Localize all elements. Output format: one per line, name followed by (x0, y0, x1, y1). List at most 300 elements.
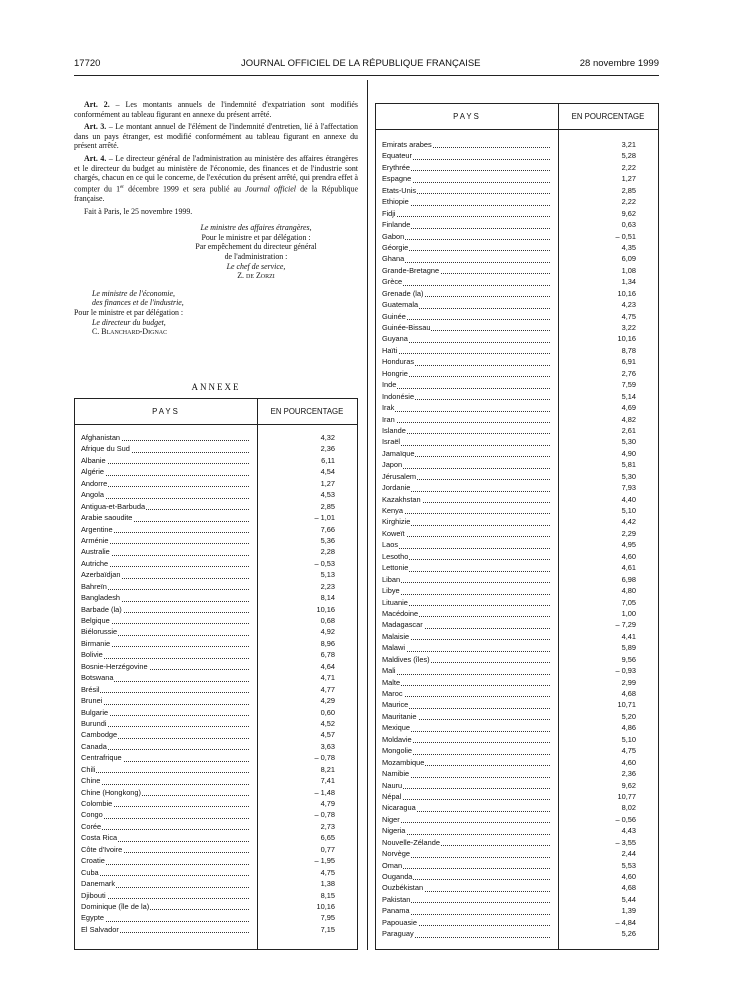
percent-value: 1,08 (621, 265, 636, 275)
percent-value: 5,26 (621, 929, 636, 939)
percent-value: 7,93 (621, 483, 636, 493)
table-row (75, 558, 357, 569)
percent-value: 4,60 (621, 551, 636, 561)
leader-dots (382, 433, 550, 434)
percent-value: 0,77 (320, 844, 335, 854)
page-number: 17720 (74, 58, 101, 69)
country-name: Malawi (382, 643, 405, 653)
percent-value: 2,73 (320, 821, 335, 831)
country-name: Burundi (81, 718, 107, 728)
country-name: Guatemala (382, 300, 419, 310)
table-row (376, 597, 658, 608)
table-row (75, 775, 357, 786)
percent-value: – 0,93 (615, 666, 636, 676)
table-row (75, 581, 357, 592)
percent-value: 4,75 (320, 867, 335, 877)
country-name: Mongolie (382, 746, 412, 756)
percent-value: 5,30 (621, 471, 636, 481)
leader-dots (382, 696, 550, 697)
table-row (376, 402, 658, 413)
country-name: Moldavie (382, 734, 412, 744)
country-name: Grèce (382, 277, 403, 287)
table-row (376, 791, 658, 802)
percent-value: 1,00 (621, 608, 636, 618)
percent-value: 4,32 (320, 433, 335, 442)
percent-value: 4,40 (621, 494, 636, 504)
table-row (75, 844, 357, 855)
country-name: Pakistan (382, 894, 411, 904)
table-row (75, 478, 357, 489)
table-row (376, 745, 658, 756)
country-name: Côte d'Ivoire (81, 844, 123, 854)
percent-value: 4,79 (320, 799, 335, 808)
country-name: Nauru (382, 780, 403, 790)
percent-value: 5,28 (621, 151, 636, 161)
percent-value: 5,10 (621, 506, 636, 515)
percent-value: 4,82 (621, 414, 636, 424)
percent-value: 7,95 (320, 913, 335, 923)
leader-dots (81, 658, 249, 659)
country-name: Bolivie (81, 650, 103, 660)
table-row (376, 139, 658, 150)
percent-value: 6,91 (621, 357, 636, 367)
country-name: Arménie (81, 535, 109, 545)
leader-dots (382, 651, 550, 652)
table-row (75, 707, 357, 718)
table-row (376, 253, 658, 264)
issue-date: 28 novembre 1999 (579, 58, 659, 69)
percent-value: 9,62 (621, 780, 636, 790)
table-row (376, 688, 658, 699)
percent-value: 10,16 (316, 604, 335, 614)
table-row (75, 718, 357, 729)
country-name: Chili (81, 764, 96, 774)
percent-value: 4,52 (320, 718, 335, 728)
country-name: Israël (382, 437, 401, 447)
table-row (75, 626, 357, 637)
table-row (75, 912, 357, 923)
percent-value: – 7,29 (615, 620, 636, 630)
percent-value: 10,77 (617, 791, 636, 801)
percent-value: 5,36 (320, 535, 335, 545)
percent-value: 2,23 (320, 581, 335, 591)
table-row (376, 711, 658, 722)
leader-dots (81, 692, 249, 693)
table-row (75, 501, 357, 512)
percent-value: 1,39 (621, 906, 636, 916)
country-name: Haïti (382, 345, 398, 355)
percent-value: 2,99 (621, 677, 636, 687)
country-name: Népal (382, 791, 402, 801)
country-name: Irak (382, 403, 395, 413)
journal-title: JOURNAL OFFICIEL DE LA RÉPUBLIQUE FRANÇAISE (241, 58, 481, 69)
country-name: Brunei (81, 696, 103, 706)
table-row (376, 414, 658, 425)
percent-value: 2,85 (320, 501, 335, 511)
leader-dots (382, 548, 550, 549)
table-row (75, 924, 357, 935)
table-row (376, 231, 658, 242)
table-row (75, 867, 357, 878)
table-row (75, 798, 357, 809)
leader-dots (382, 788, 550, 789)
leader-dots (81, 864, 249, 865)
percent-value: 2,36 (621, 769, 636, 779)
percent-value: 4,95 (621, 540, 636, 550)
annexe-table-left (74, 398, 358, 950)
percent-value: 5,30 (621, 437, 636, 447)
table-row (376, 654, 658, 665)
table-row (376, 276, 658, 287)
table-row (75, 809, 357, 820)
percent-value: – 0,56 (615, 814, 636, 824)
table-row (376, 574, 658, 585)
table-row (75, 787, 357, 798)
percent-value: 1,27 (320, 478, 335, 488)
table-row (376, 802, 658, 813)
country-name: Brésil (81, 684, 100, 694)
page-header (74, 58, 659, 70)
signature-block-1: Le ministre des affaires étrangères, Pour le ministre et par délégation : Par empêchement du directeur général de l'administration : Le chef de service, Z. de Zorzi (74, 223, 358, 281)
table-row (376, 528, 658, 539)
percent-value: 10,16 (617, 334, 636, 344)
percent-value: – 0,78 (314, 810, 335, 820)
table-row (376, 185, 658, 196)
annexe-table-right (375, 103, 659, 950)
table-row (376, 459, 658, 470)
percent-value: 4,61 (621, 563, 636, 573)
header-rule (74, 75, 659, 76)
percent-value: 4,69 (621, 403, 636, 413)
country-name: Mozambique (382, 757, 425, 767)
annexe-title: ANNEXE (191, 382, 241, 392)
table-row (376, 494, 658, 505)
table-row (376, 368, 658, 379)
country-name: Lettonie (382, 563, 409, 573)
percent-value: – 0,78 (314, 753, 335, 763)
percent-value: – 4,84 (615, 917, 636, 927)
table-row (376, 677, 658, 688)
table-row (376, 516, 658, 527)
table-row (75, 512, 357, 523)
country-name: Nouvelle-Zélande (382, 837, 440, 847)
table-row (75, 615, 357, 626)
leader-dots (382, 468, 550, 469)
country-name: Emirats arabes (382, 140, 432, 149)
country-name: Finlande (382, 220, 411, 230)
country-name: Costa Rica (81, 833, 118, 843)
country-name: Ghana (382, 254, 405, 264)
table-body (75, 432, 357, 935)
country-name: Malte (382, 677, 401, 687)
percent-value: 4,71 (320, 673, 335, 683)
country-name: Bahreïn (81, 581, 107, 591)
leader-dots (382, 445, 550, 446)
percent-value: 4,57 (320, 730, 335, 740)
country-name: Bulgarie (81, 707, 109, 717)
country-name: Géorgie (382, 242, 409, 252)
percent-value: 5,81 (621, 460, 636, 470)
article-3: Art. 3. – Le montant annuel de l'élément de l'indemnité d'entretien, lié à l'affectation dans un pays étranger, est modifié conformément au tableau figurant en annexe du présent arrêté. (74, 122, 359, 151)
country-name: Papouasie (382, 917, 417, 927)
percent-value: 4,23 (621, 300, 636, 310)
country-name: Erythrée (382, 162, 410, 172)
leader-dots (81, 498, 249, 499)
table-row (376, 482, 658, 493)
table-row (75, 604, 357, 615)
table-row (376, 345, 658, 356)
table-row (376, 265, 658, 276)
percent-value: 4,54 (320, 467, 335, 477)
leader-dots (81, 818, 249, 819)
table-row (376, 505, 658, 516)
country-name: Corée (81, 821, 102, 831)
country-name: Cuba (81, 867, 99, 877)
table-row (75, 752, 357, 763)
country-name: Hongrie (382, 368, 408, 378)
percent-value: 6,09 (621, 254, 636, 264)
country-name: Congo (81, 810, 103, 820)
percent-value: 4,29 (320, 696, 335, 706)
table-row (376, 848, 658, 859)
country-name: Equateur (382, 151, 412, 161)
table-row (376, 665, 658, 676)
country-name: Antigua-et-Barbuda (81, 501, 146, 511)
percent-value: 2,28 (320, 547, 335, 557)
leader-dots (81, 704, 249, 705)
country-name: Etats-Unis (382, 185, 417, 195)
country-name: Maurice (382, 700, 409, 710)
table-row (376, 356, 658, 367)
table-row (75, 443, 357, 454)
leader-dots (81, 875, 249, 876)
percent-value: 10,16 (617, 288, 636, 298)
leader-dots (382, 536, 550, 537)
done-at: Fait à Paris, le 25 novembre 1999. (84, 206, 193, 216)
percent-value: 6,65 (320, 833, 335, 843)
column-divider (367, 80, 368, 950)
percent-value: 2,36 (320, 444, 335, 454)
country-name: Madagascar (382, 620, 423, 630)
table-row (75, 901, 357, 912)
country-name: Panama (382, 906, 410, 916)
country-name: Autriche (81, 558, 109, 568)
percent-value: 4,35 (621, 242, 636, 252)
percent-value: – 0,51 (615, 231, 636, 241)
table-row (376, 242, 658, 253)
table-row (75, 695, 357, 706)
col-header-percent: EN POURCENTAGE (558, 104, 658, 130)
leader-dots (382, 388, 550, 389)
country-name: Guyana (382, 334, 408, 344)
table-row (75, 890, 357, 901)
percent-value: 7,05 (621, 597, 636, 607)
table-row (376, 871, 658, 882)
leader-dots (382, 674, 550, 675)
percent-value: 10,16 (316, 901, 335, 911)
country-name: Maroc (382, 689, 403, 698)
leader-dots (382, 868, 550, 869)
percent-value: 4,68 (621, 883, 636, 893)
country-name: Argentine (81, 524, 113, 534)
percent-value: 4,80 (621, 586, 636, 596)
percent-value: 4,90 (621, 448, 636, 458)
table-row (376, 471, 658, 482)
leader-dots (382, 411, 550, 412)
country-name: Niger (382, 814, 400, 824)
col-header-country: PAYS (75, 399, 257, 425)
country-name: Afghanistan (81, 433, 121, 442)
percent-value: 5,13 (320, 570, 335, 580)
percent-value: 2,85 (621, 185, 636, 195)
percent-value: 4,42 (621, 517, 636, 527)
leader-dots (382, 262, 550, 263)
percent-value: – 1,48 (314, 787, 335, 797)
country-name: Libye (382, 586, 400, 596)
country-name: Nigeria (382, 826, 406, 836)
table-row (376, 173, 658, 184)
table-row (376, 894, 658, 905)
table-row (376, 699, 658, 710)
percent-value: 4,92 (320, 627, 335, 637)
percent-value: 4,60 (621, 757, 636, 767)
country-name: Guinée (382, 311, 406, 321)
table-row (376, 928, 658, 939)
percent-value: – 1,95 (314, 856, 335, 866)
country-name: Bosnie-Herzégovine (81, 661, 148, 671)
percent-value: 0,60 (320, 707, 335, 717)
leader-dots (382, 834, 550, 835)
table-row (376, 299, 658, 310)
country-name: Laos (382, 540, 399, 550)
table-row (75, 592, 357, 603)
country-name: Biélorussie (81, 627, 118, 637)
country-name: Japon (382, 460, 403, 470)
table-row (376, 150, 658, 161)
table-row (376, 642, 658, 653)
leader-dots (382, 216, 550, 217)
percent-value: 4,60 (621, 872, 636, 881)
country-name: Canada (81, 741, 107, 751)
table-row (75, 432, 357, 443)
country-name: Birmanie (81, 638, 111, 648)
table-row (376, 391, 658, 402)
percent-value: 5,44 (621, 894, 636, 904)
table-row (376, 585, 658, 596)
leader-dots (382, 422, 550, 423)
leader-dots (382, 685, 550, 686)
country-name: Djibouti (81, 890, 106, 900)
percent-value: 7,41 (320, 776, 335, 786)
leader-dots (81, 921, 249, 922)
country-name: Bangladesh (81, 593, 121, 603)
table-row (75, 855, 357, 866)
percent-value: 5,53 (621, 860, 636, 870)
table-row (376, 288, 658, 299)
table-row (75, 684, 357, 695)
table-row (75, 546, 357, 557)
table-row (376, 322, 658, 333)
country-name: Botswana (81, 673, 114, 683)
signatory-name: C. Blanchard-Dignac (92, 327, 168, 337)
country-name: Maldives (îles) (382, 654, 430, 664)
percent-value: 2,76 (621, 368, 636, 378)
percent-value: 4,53 (320, 490, 335, 500)
country-name: Espagne (382, 174, 412, 184)
country-name: Arabie saoudite (81, 513, 133, 523)
percent-value: 3,22 (621, 323, 636, 332)
percent-value: 2,22 (621, 162, 636, 172)
percent-value: 0,63 (621, 220, 636, 230)
table-row (376, 551, 658, 562)
country-name: Chine (81, 776, 101, 786)
table-row (376, 379, 658, 390)
country-name: Mauritanie (382, 711, 417, 721)
country-name: Algérie (81, 467, 105, 477)
table-row (376, 208, 658, 219)
leader-dots (382, 353, 550, 354)
country-name: Ethiopie (382, 197, 409, 207)
leader-dots (81, 829, 249, 830)
signature-block-2: Le ministre de l'économie, des finances et de l'industrie, Pour le ministre et par délégation : Le directeur du budget, C. Blanchard-Dignac (74, 289, 358, 337)
percent-value: 5,89 (621, 643, 636, 653)
percent-value: 1,38 (320, 879, 335, 889)
leader-dots (382, 822, 550, 823)
col-header-country: PAYS (376, 104, 558, 130)
table-row (376, 219, 658, 230)
country-name: Centrafrique (81, 753, 122, 763)
table-row (75, 661, 357, 672)
leader-dots (382, 513, 550, 514)
country-name: Kirghizie (382, 517, 411, 527)
table-row (376, 619, 658, 630)
leader-dots (382, 285, 550, 286)
percent-value: 2,22 (621, 197, 636, 207)
percent-value: 1,34 (621, 277, 636, 287)
country-name: Belgique (81, 616, 110, 625)
article-2: Art. 2. – Les montants annuels de l'indemnité d'expatriation sont modifiés conformément au tableau figurant en annexe du présent arrêté. (74, 100, 358, 119)
country-name: Jérusalem (382, 471, 417, 481)
table-row (376, 734, 658, 745)
table-row (376, 562, 658, 573)
percent-value: 5,14 (621, 391, 636, 401)
percent-value: 4,64 (320, 661, 335, 671)
country-name: Guinée-Bissau (382, 323, 431, 332)
table-row (75, 764, 357, 775)
country-name: Egypte (81, 913, 105, 923)
table-row (376, 825, 658, 836)
country-name: Grande-Bretagne (382, 265, 440, 275)
table-row (376, 425, 658, 436)
percent-value: – 0,53 (314, 558, 335, 568)
country-name: Mexique (382, 723, 410, 733)
percent-value: 8,14 (320, 593, 335, 603)
percent-value: 3,21 (621, 140, 636, 149)
percent-value: 7,15 (320, 924, 335, 934)
country-name: Andorre (81, 478, 108, 488)
country-name: Gabon (382, 231, 405, 241)
table-row (75, 524, 357, 535)
country-name: Grenade (la) (382, 288, 424, 298)
country-name: Nicaragua (382, 803, 416, 813)
percent-value: 6,11 (321, 455, 335, 465)
country-name: Jamaïque (382, 448, 415, 458)
col-header-percent: EN POURCENTAGE (257, 399, 357, 425)
country-name: Colombie (81, 799, 113, 808)
table-row (75, 466, 357, 477)
table-row (376, 722, 658, 733)
percent-value: 4,77 (320, 684, 335, 694)
